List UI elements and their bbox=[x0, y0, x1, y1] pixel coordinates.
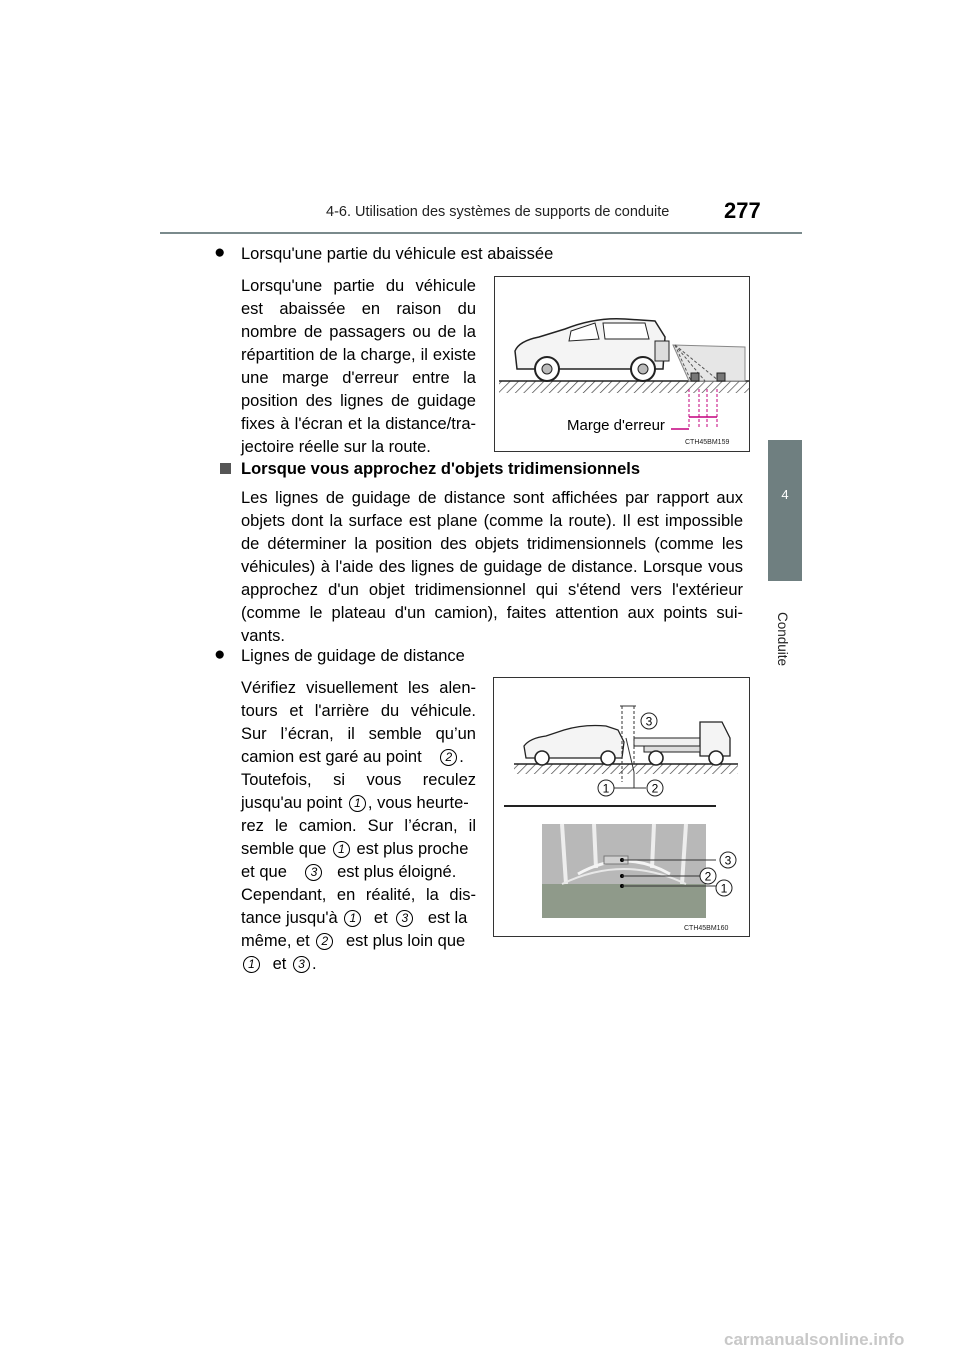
section1-line: jectoire réelle sur la route. bbox=[241, 438, 431, 456]
header-divider bbox=[160, 232, 802, 234]
bullet-icon: ● bbox=[214, 644, 226, 665]
section3-line: Toutefois, si vous reculez bbox=[241, 771, 476, 789]
section2-line: de déterminer la position des objets tridimensionnels (comme les bbox=[241, 535, 743, 553]
circled-number: 3 bbox=[396, 910, 413, 927]
section3-line: Vérifiez visuellement les alen- bbox=[241, 679, 476, 697]
section3-line: rez le camion. Sur l’écran, il bbox=[241, 817, 476, 835]
section3-line: tours et l'arrière du véhicule. bbox=[241, 702, 476, 720]
margin-error-label: Marge d'erreur bbox=[567, 417, 665, 434]
section3-line: Cependant, en réalité, la dis- bbox=[241, 886, 476, 904]
section2-line: (comme le plateau d'un camion), faites attention aux points sui- bbox=[241, 604, 743, 622]
circled-label-2: 2 bbox=[704, 869, 712, 884]
section1-line: fixes à l'écran et la distance/tra- bbox=[241, 415, 476, 433]
figure-distance-guide bbox=[493, 677, 750, 937]
circled-number: 1 bbox=[243, 956, 260, 973]
section3-line: semble que 1 est plus proche bbox=[241, 840, 469, 858]
circled-label-3: 3 bbox=[645, 714, 653, 729]
section3-line: même, et 2 est plus loin que bbox=[241, 932, 466, 950]
section3-line: Sur l’écran, il semble qu’un bbox=[241, 725, 476, 743]
section2-line: Les lignes de guidage de distance sont affichées par rapport aux bbox=[241, 489, 743, 507]
circled-label-3: 3 bbox=[724, 853, 732, 868]
section3-line: camion est garé au point 2 . bbox=[241, 748, 464, 766]
figure-lowered-vehicle bbox=[494, 276, 750, 452]
circled-label-1: 1 bbox=[720, 881, 728, 896]
circled-number: 1 bbox=[344, 910, 361, 927]
page-number: 277 bbox=[724, 198, 761, 223]
header-section-title: 4-6. Utilisation des systèmes de supports de conduite bbox=[326, 204, 670, 220]
section1-line: position des lignes de guidage bbox=[241, 392, 476, 410]
section2-heading: Lorsque vous approchez d'objets tridimensionnels bbox=[241, 460, 641, 478]
section3-heading: Lignes de guidage de distance bbox=[241, 647, 465, 665]
section3-line: et que 3 est plus éloigné. bbox=[241, 863, 457, 881]
chapter-label: Conduite bbox=[775, 612, 790, 667]
footer-url[interactable]: carmanualsonline.info bbox=[724, 1330, 905, 1349]
section3-line: 1 et 3 . bbox=[241, 953, 317, 976]
circled-number: 2 bbox=[316, 933, 333, 950]
chapter-tab bbox=[768, 440, 802, 581]
section3-line: tance jusqu'à 1 et 3 est la bbox=[241, 909, 468, 927]
section1-line: nombre de passagers ou de la bbox=[241, 323, 476, 341]
section1-line: est abaissée en raison du bbox=[241, 300, 476, 318]
bullet-icon: ● bbox=[214, 242, 226, 263]
section2-line: objets dont la surface est plane (comme la route). Il est impossible bbox=[241, 512, 743, 530]
circled-number: 1 bbox=[349, 795, 366, 812]
figure-code: CTH45BM160 bbox=[684, 925, 729, 932]
circled-number: 2 bbox=[440, 749, 457, 766]
distance-guide-illustration bbox=[494, 678, 749, 936]
square-bullet-icon bbox=[220, 463, 231, 474]
circled-label-2: 2 bbox=[651, 781, 659, 796]
circled-number: 3 bbox=[305, 864, 322, 881]
section1-line: Lorsqu'une partie du véhicule bbox=[241, 277, 476, 295]
circled-label-1: 1 bbox=[602, 781, 610, 796]
circled-number: 3 bbox=[293, 956, 310, 973]
section2-line: vants. bbox=[241, 627, 286, 645]
section2-line: approchez d'un objet tridimensionnel qui s'étend vers l'extérieur bbox=[241, 581, 743, 599]
chapter-tab-number: 4 bbox=[781, 487, 789, 502]
section3-line: jusqu'au point 1 , vous heurte- bbox=[241, 794, 469, 812]
section1-line: une marge d'erreur entre la bbox=[241, 369, 476, 387]
section2-line: véhicules) à l'aide des lignes de guidage de distance. Lorsque vous bbox=[241, 558, 743, 576]
section1-line: répartition de la charge, il existe bbox=[241, 346, 476, 364]
circled-number: 1 bbox=[333, 841, 350, 858]
figure-code: CTH45BM159 bbox=[685, 439, 730, 446]
section1-heading: Lorsqu'une partie du véhicule est abaissée bbox=[241, 245, 554, 263]
